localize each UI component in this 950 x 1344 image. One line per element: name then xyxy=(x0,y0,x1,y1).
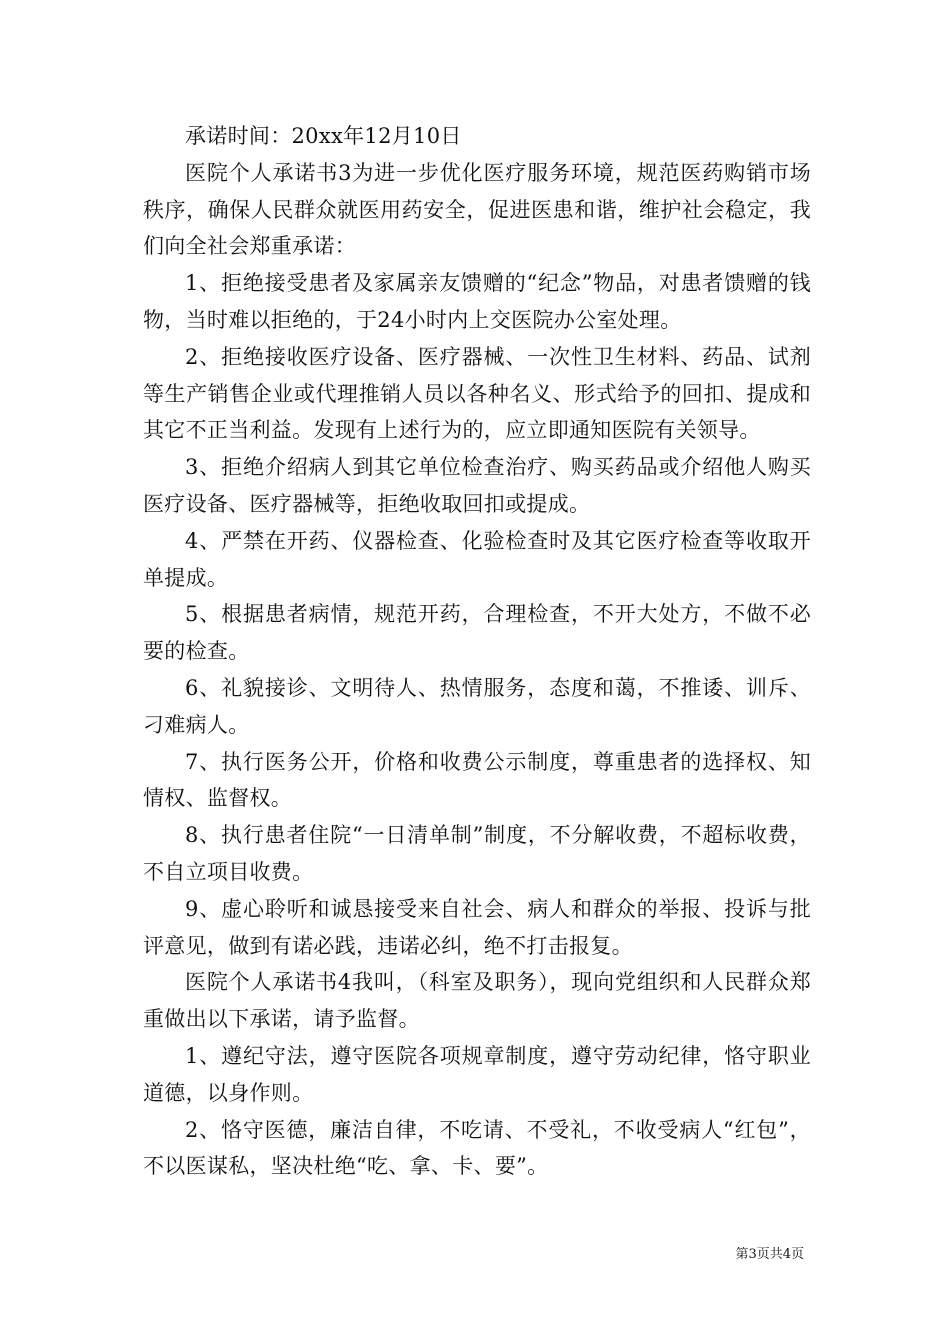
pledge-3-intro: 医院个人承诺书3为进一步优化医疗服务环境，规范医药购销市场秩序，确保人民群众就医用药安全，促进医患和谐，维护社会稳定，我们向全社会郑重承诺： xyxy=(143,160,811,259)
pledge-3-item-6: 6、礼貌接诊、文明待人、热情服务，态度和蔼，不推诿、训斥、刁难病人。 xyxy=(143,675,811,737)
commitment-date: 承诺时间：20xx年12月10日 xyxy=(185,124,462,148)
pledge-3-item-1: 1、拒绝接受患者及家属亲友馈赠的“纪念”物品，对患者馈赠的钱物，当时难以拒绝的，于24小时内上交医院办公室处理。 xyxy=(143,271,811,332)
document-body xyxy=(143,118,811,1185)
pledge-3-item-7: 7、执行医务公开，价格和收费公示制度，尊重患者的选择权、知情权、监督权。 xyxy=(143,749,811,811)
pledge-3-item-5: 5、根据患者病情，规范开药，合理检查，不开大处方，不做不必要的检查。 xyxy=(143,602,811,664)
pledge-4-intro: 医院个人承诺书4我叫，（科室及职务），现向党组织和人民群众郑重做出以下承诺，请予监督。 xyxy=(143,970,811,1032)
pledge-3-item-8: 8、执行患者住院“一日清单制”制度，不分解收费，不超标收费，不自立项目收费。 xyxy=(143,823,811,884)
pledge-4-item-2: 2、恪守医德，廉洁自律，不吃请、不受礼，不收受病人“红包”，不以医谋私，坚决杜绝“吃、拿、卡、要”。 xyxy=(143,1117,811,1179)
pledge-4-item-1: 1、遵纪守法，遵守医院各项规章制度，遵守劳动纪律，恪守职业道德，以身作则。 xyxy=(143,1043,811,1105)
page-number: 第3页共4页 xyxy=(735,1247,804,1262)
pledge-3-item-4: 4、严禁在开药、仪器检查、化验检查时及其它医疗检查等收取开单提成。 xyxy=(143,528,811,590)
pledge-3-item-3: 3、拒绝介绍病人到其它单位检查治疗、购买药品或介绍他人购买医疗设备、医疗器械等，拒绝收取回扣或提成。 xyxy=(143,455,811,516)
pledge-3-item-2: 2、拒绝接收医疗设备、医疗器械、一次性卫生材料、药品、试剂等生产销售企业或代理推销人员以各种名义、形式给予的回扣、提成和其它不正当利益。发现有上述行为的，应立即通知医院有关领导。 xyxy=(143,344,811,443)
pledge-3-item-9: 9、虚心聆听和诚恳接受来自社会、病人和群众的举报、投诉与批评意见，做到有诺必践，违诺必纠，绝不打击报复。 xyxy=(143,896,811,958)
